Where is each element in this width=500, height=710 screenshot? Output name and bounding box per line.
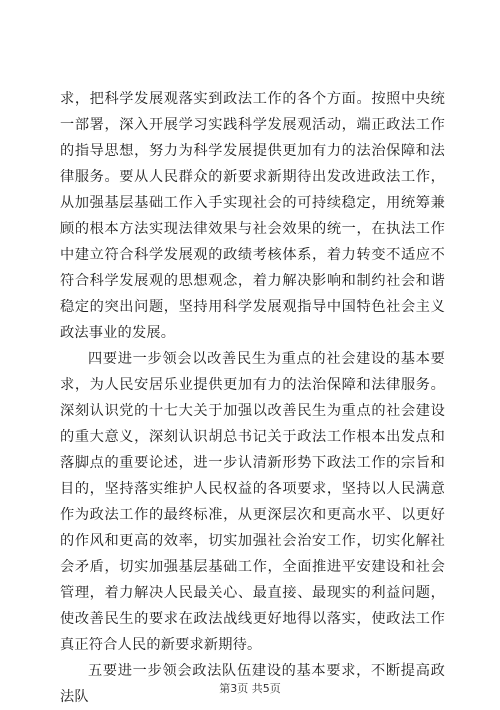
paragraph-five: 五要进一步领会政法队伍建设的基本要求，不断提高政法队 <box>60 663 445 705</box>
paragraph-continuation: 求，把科学发展观落实到政法工作的各个方面。按照中央统一部署，深入开展学习实践科学发展观活动，端正政法工作的指导思想，努力为科学发展提供更加有力的法治保障和法律服务。要从人民群众的新要求新期待出发改进政法工作，从加强基层基础工作入手实现社会的可持续稳定，用统筹兼顾的根本方法实现法律效果与社会效果的统一，在执法工作中建立符合科学发展观的政绩考核体系，着力转变不适应不符合科学发展观的思想观念，着力解决影响和制约社会和谐稳定的突出问题，坚持用科学发展观指导中国特色社会主义政法事业的发展。 <box>60 91 445 341</box>
page-footer: 第3页 共5页 <box>219 682 281 695</box>
paragraph-four: 四要进一步领会以改善民生为重点的社会建设的基本要求，为人民安居乐业提供更加有力的法治保障和法律服务。深刻认识党的十七大关于加强以改善民生为重点的社会建设的重大意义，深刻认识胡总书记关于政法工作根本出发点和落脚点的重要论述，进一步认清新形势下政法工作的宗旨和目的，坚持落实维护人民权益的各项要求，坚持以人民满意作为政法工作的最终标准，从更深层次和更高水平、以更好的作风和更高的效率，切实加强社会治安工作，切实化解社会矛盾，切实加强基层基础工作，全面推进平安建设和社会管理，着力解决人民最关心、最直接、最现实的利益问题，使改善民生的要求在政法战线更好地得以落实，使政法工作真正符合人民的新要求新期待。 <box>60 351 445 653</box>
document-body <box>60 86 445 710</box>
